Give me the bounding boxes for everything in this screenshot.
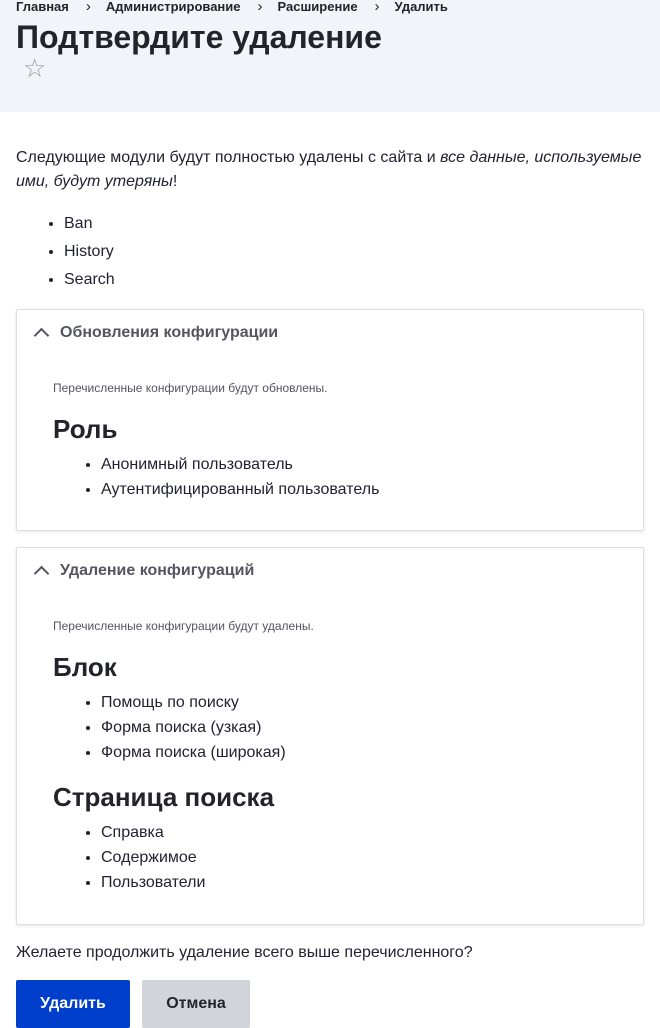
main-content (0, 146, 660, 1028)
breadcrumb-extend[interactable]: Расширение (277, 0, 358, 14)
list-item: • Форма поиска (узкая) (101, 715, 607, 740)
block-list (53, 690, 607, 765)
list-item: • Форма поиска (широкая) (101, 740, 607, 765)
config-delete-body (17, 618, 643, 895)
star-shortcut-icon[interactable]: ☆ (23, 53, 47, 83)
delete-button[interactable]: Удалить (16, 980, 130, 1028)
chevron-up-icon (34, 566, 50, 582)
breadcrumb-separator-icon: › (257, 0, 263, 15)
breadcrumb-admin[interactable]: Администрирование (105, 0, 241, 14)
config-update-description: Перечисленные конфигурации будут обновлены. (53, 381, 328, 395)
search-page-list (53, 820, 607, 895)
form-actions (16, 980, 644, 1028)
config-update-panel (16, 309, 644, 531)
list-item: • Ban (64, 210, 644, 238)
intro-text (16, 146, 646, 194)
group-heading-role: Роль (53, 414, 118, 444)
list-item: • Анонимный пользователь (101, 452, 607, 477)
breadcrumb-home[interactable]: Главная (16, 0, 69, 14)
page-header (0, 0, 660, 112)
breadcrumb (16, 0, 448, 15)
page-title: Подтвердите удаление (16, 19, 382, 55)
intro-text-before: Следующие модули будут полностью удалены с сайта и (16, 149, 441, 166)
config-update-body (17, 380, 643, 502)
breadcrumb-separator-icon: › (85, 0, 91, 15)
config-update-summary[interactable] (17, 310, 643, 356)
list-item: • Аутентифицированный пользователь (101, 477, 607, 502)
role-list (53, 452, 607, 502)
group-heading-block: Блок (53, 652, 117, 682)
list-item: • Помощь по поиску (101, 690, 607, 715)
intro-text-after: ! (172, 173, 178, 190)
group-heading-search-page: Страница поиска (53, 782, 275, 812)
list-item: • Пользователи (101, 870, 607, 895)
list-item: • Содержимое (101, 845, 607, 870)
config-delete-summary[interactable] (17, 548, 643, 594)
breadcrumb-uninstall[interactable]: Удалить (394, 0, 448, 14)
list-item: • Search (64, 266, 644, 294)
config-delete-panel (16, 547, 644, 925)
list-item: • Справка (101, 820, 607, 845)
config-update-title: Обновления конфигурации (60, 324, 279, 341)
config-delete-description: Перечисленные конфигурации будут удалены. (53, 619, 314, 633)
config-delete-title: Удаление конфигураций (60, 562, 255, 579)
chevron-up-icon (34, 328, 50, 344)
intro-emphasis: все данные, используемые ими, будут утеряны (16, 149, 642, 190)
cancel-button[interactable]: Отмена (142, 980, 250, 1028)
confirm-question: Желаете продолжить удаление всего выше перечисленного? (16, 944, 473, 961)
list-item: • History (64, 238, 644, 266)
breadcrumb-separator-icon: › (374, 0, 380, 15)
module-list (16, 210, 644, 294)
